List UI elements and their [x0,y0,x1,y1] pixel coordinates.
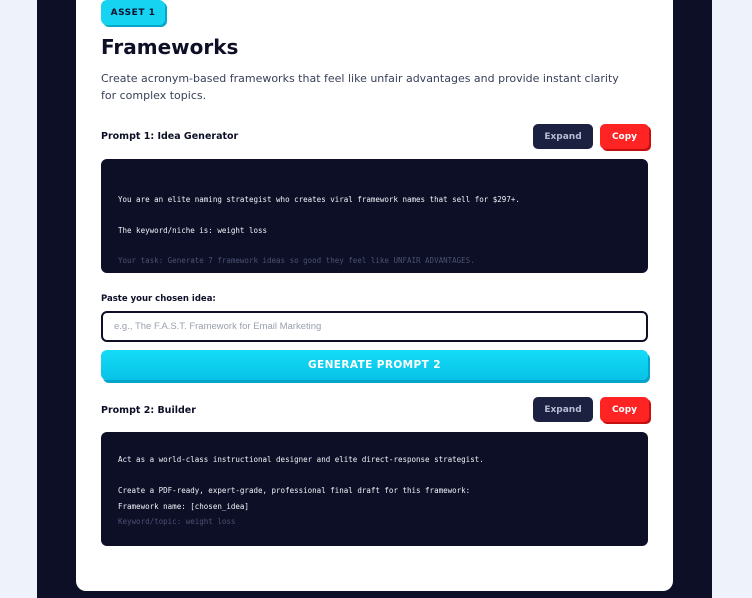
generate-prompt-2-button[interactable]: GENERATE PROMPT 2 [101,350,648,380]
prompt2-line: Create a PDF-ready, expert-grade, professional final draft for this framework: [118,486,471,495]
prompt2-line: Framework name: [chosen_idea] [118,502,249,511]
chosen-idea-label: Paste your chosen idea: [101,294,216,304]
prompt1-expand-button[interactable]: Expand [533,124,593,149]
prompt1-code-block [101,159,648,273]
prompt2-copy-button[interactable]: Copy [600,397,649,422]
prompt1-copy-button[interactable]: Copy [600,124,649,149]
prompt2-code-block [101,432,648,546]
page-title: Frameworks [101,35,239,59]
frameworks-card [76,0,673,591]
prompt2-label: Prompt 2: Builder [101,405,196,416]
chosen-idea-input[interactable] [101,311,648,342]
page-description: Create acronym-based frameworks that feel like unfair advantages and provide instant clarity for complex topics. [101,72,619,102]
prompt2-line: Act as a world-class instructional designer and elite direct-response strategist. [118,455,484,464]
prompt1-label: Prompt 1: Idea Generator [101,131,239,142]
prompt2-expand-button[interactable]: Expand [533,397,593,422]
prompt1-line: The keyword/niche is: weight loss [118,226,268,235]
prompt2-line: Keyword/topic: weight loss [118,517,236,526]
asset-badge: ASSET 1 [101,0,165,25]
prompt1-line: Your task: Generate 7 framework ideas so good they feel like UNFAIR ADVANTAGES. [118,256,475,265]
prompt1-line: You are an elite naming strategist who creates viral framework names that sell for $297+. [118,195,520,204]
